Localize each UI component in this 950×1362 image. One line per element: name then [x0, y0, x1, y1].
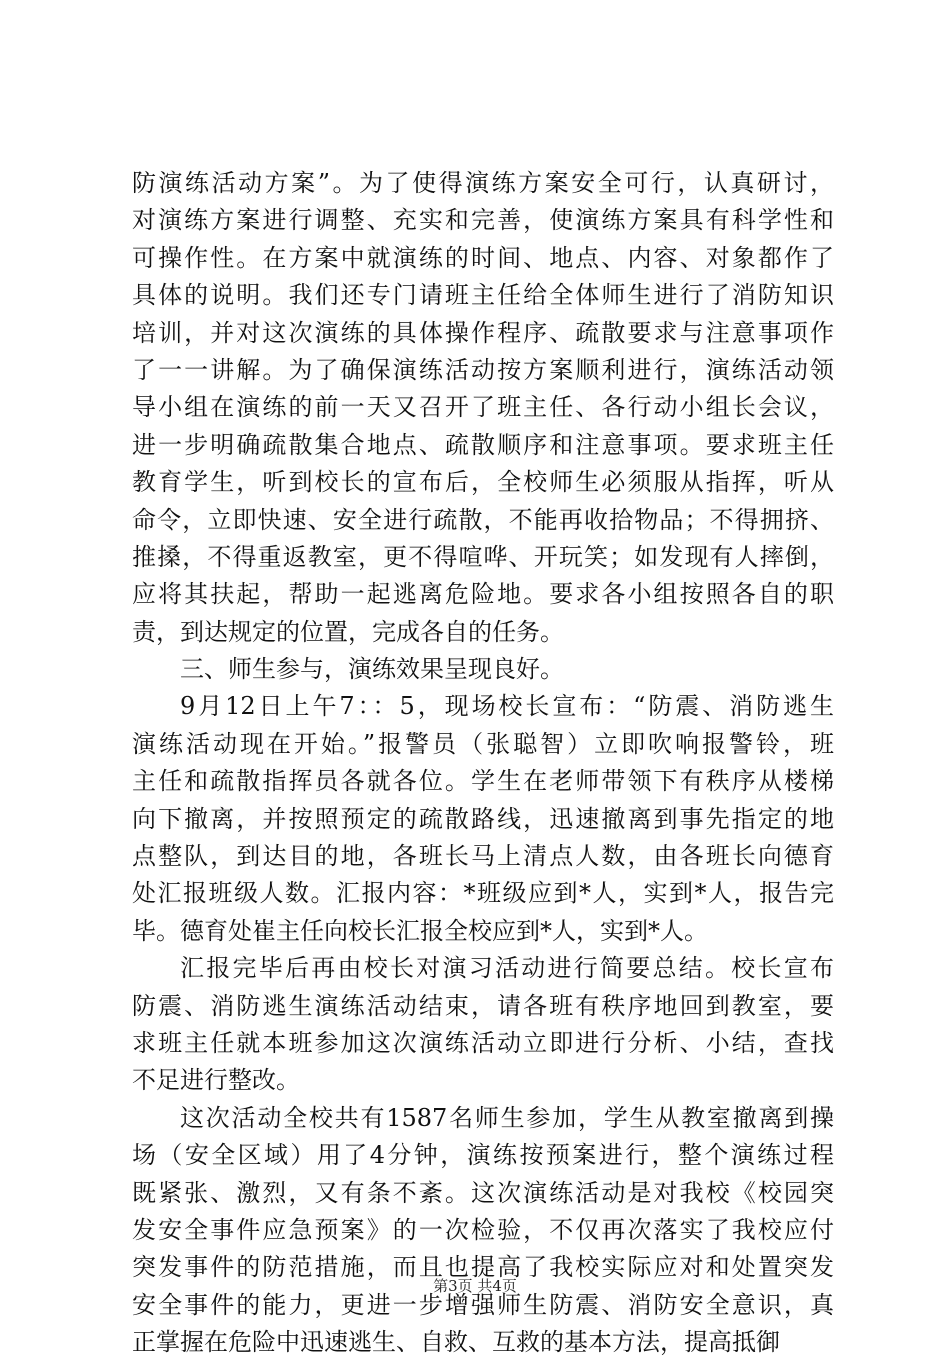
text-line: 应将其扶起，帮助一起逃离危险地。要求各小组按照各自的职 — [132, 580, 834, 609]
text-line: 防震、消防逃生演练活动结束，请各班有秩序地回到教室，要 — [132, 991, 834, 1020]
text-line: 教育学生，听到校长的宣布后，全校师生必须服从指挥，听从 — [132, 468, 834, 497]
text-line: 命令，立即快速、安全进行疏散，不能再收拾物品；不得拥挤、 — [132, 505, 834, 534]
text-line: 演练活动现在开始。”报警员（张聪智）立即吹响报警铃，班 — [132, 729, 834, 758]
text-line: 了一一讲解。为了确保演练活动按方案顺利进行，演练活动领 — [132, 355, 834, 384]
text-line: 向下撤离，并按照预定的疏散路线，迅速撤离到事先指定的地 — [132, 804, 834, 833]
text-line: 9月12日上午7：：5，现场校长宣布：“防震、消防逃生 — [180, 692, 834, 721]
text-line: 推搡，不得重返教室，更不得喧哗、开玩笑；如发现有人摔倒， — [132, 542, 834, 571]
text-line: 对演练方案进行调整、充实和完善，使演练方案具有科学性和 — [132, 206, 834, 235]
page-footer: 第3页 共4页 — [433, 1277, 517, 1295]
document-body — [132, 165, 834, 1362]
text-line: 具体的说明。我们还专门请班主任给全体师生进行了消防知识 — [132, 281, 834, 310]
text-line: 突发事件的防范措施，而且也提高了我校实际应对和处置突发 — [132, 1253, 834, 1282]
text-line: 求班主任就本班参加这次演练活动立即进行分析、小结，查找 — [132, 1028, 834, 1057]
text-line: 安全事件的能力，更进一步增强师生防震、消防安全意识，真 — [132, 1290, 834, 1319]
text-line: 处汇报班级人数。汇报内容：*班级应到*人，实到*人，报告完 — [132, 879, 834, 908]
text-line: 发安全事件应急预案》的一次检验，不仅再次落实了我校应付 — [132, 1215, 834, 1244]
text-line: 汇报完毕后再由校长对演习活动进行简要总结。校长宣布 — [180, 954, 834, 983]
text-line: 导小组在演练的前一天又召开了班主任、各行动小组长会议， — [132, 393, 834, 422]
text-line: 毕。德育处崔主任向校长汇报全校应到*人，实到*人。 — [132, 916, 708, 945]
text-line: 三、师生参与，演练效果呈现良好。 — [180, 655, 564, 684]
text-line: 不足进行整改。 — [132, 1066, 300, 1095]
text-line: 培训，并对这次演练的具体操作程序、疏散要求与注意事项作 — [132, 318, 834, 347]
text-line: 点整队，到达目的地，各班长马上清点人数，由各班长向德育 — [132, 842, 834, 871]
text-line: 防演练活动方案”。为了使得演练方案安全可行，认真研讨， — [132, 169, 834, 197]
text-line: 这次活动全校共有1587名师生参加，学生从教室撤离到操 — [180, 1103, 834, 1132]
text-line: 主任和疏散指挥员各就各位。学生在老师带领下有秩序从楼梯 — [132, 767, 834, 796]
text-line: 进一步明确疏散集合地点、疏散顺序和注意事项。要求班主任 — [132, 430, 834, 459]
text-line: 正掌握在危险中迅速逃生、自救、互救的基本方法，提高抵御 — [132, 1328, 780, 1357]
text-line: 责，到达规定的位置，完成各自的任务。 — [132, 617, 564, 646]
text-line: 既紧张、激烈，又有条不紊。这次演练活动是对我校《校园突 — [132, 1178, 834, 1207]
text-line: 场（安全区域）用了4分钟，演练按预案进行，整个演练过程 — [132, 1141, 834, 1170]
text-line: 可操作性。在方案中就演练的时间、地点、内容、对象都作了 — [132, 243, 834, 272]
